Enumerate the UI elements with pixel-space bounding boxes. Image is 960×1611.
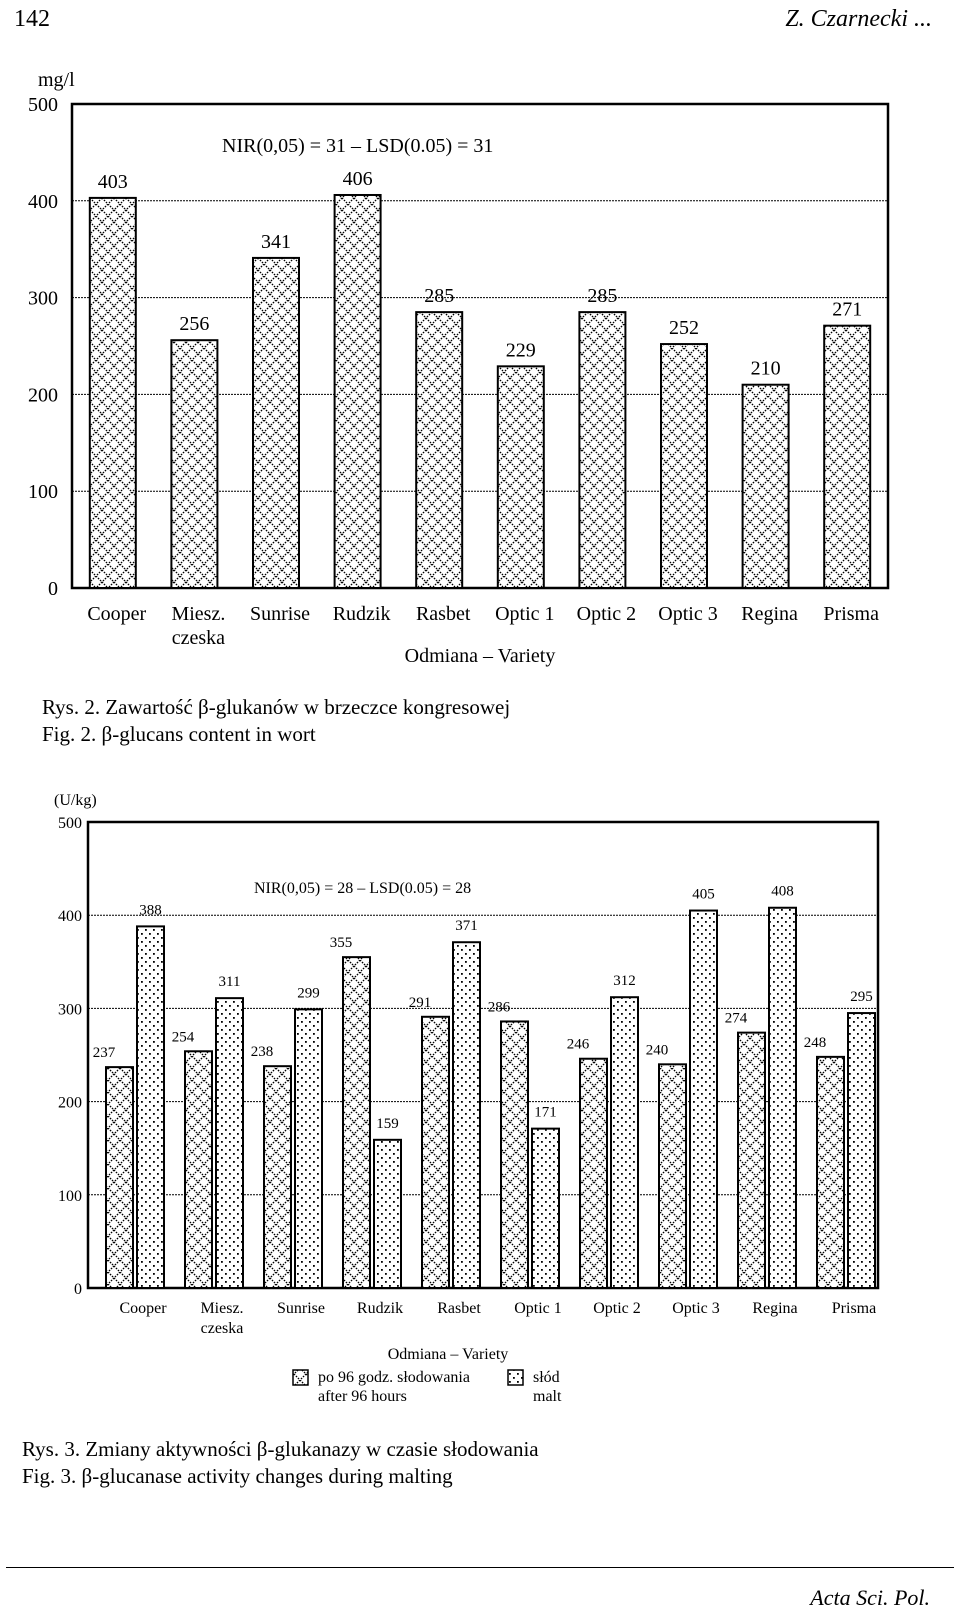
- x-tick-label: Optic 2: [576, 603, 637, 625]
- x-tick-label: Optic 3: [658, 603, 718, 625]
- y-tick-label: 100: [28, 481, 58, 504]
- data-label: 285: [424, 285, 455, 308]
- data-label: 171: [534, 1104, 557, 1121]
- footer-rule: [6, 1567, 954, 1568]
- legend-swatch-after-96-hours: [293, 1370, 308, 1385]
- x-tick-label: Rudzik: [332, 603, 391, 625]
- x-axis-label: Odmiana – Variety: [387, 1346, 509, 1363]
- x-tick-label: czeska: [200, 1320, 244, 1337]
- data-label: 355: [329, 935, 353, 952]
- x-tick-label: Rasbet: [437, 1300, 481, 1317]
- bar-cooper-s2: [137, 926, 164, 1288]
- data-label: 229: [505, 339, 536, 362]
- x-tick-label: Optic 1: [514, 1300, 562, 1317]
- x-tick-label: Cooper: [87, 603, 147, 625]
- bar-prisma-s1: [817, 1057, 844, 1288]
- x-tick-label: Miesz.: [200, 1300, 244, 1317]
- y-tick-label: 300: [58, 1001, 82, 1019]
- y-axis-unit: (U/kg): [54, 792, 97, 809]
- y-tick-label: 200: [58, 1094, 82, 1112]
- bar-optic-1-s2: [532, 1129, 559, 1288]
- bar-regina-s2: [769, 908, 796, 1288]
- x-tick-label: Sunrise: [250, 603, 310, 625]
- lsd-annotation: NIR(0,05) = 28 – LSD(0.05) = 28: [254, 880, 472, 897]
- data-label: 311: [218, 974, 241, 991]
- data-label: 285: [587, 285, 618, 308]
- y-tick-label: 0: [74, 1281, 82, 1298]
- data-label: 405: [692, 886, 715, 903]
- fig2-caption-pl: Rys. 2. Zawartość β-glukanów w brzeczce kongresowej: [42, 695, 511, 719]
- x-tick-label: Regina: [752, 1300, 798, 1317]
- y-tick-label: 200: [28, 384, 58, 407]
- legend-label: after 96 hours: [318, 1388, 407, 1405]
- x-tick-label: Optic 1: [495, 603, 555, 625]
- x-axis-label: Odmiana – Variety: [404, 645, 556, 667]
- bar-rudzik-s2: [374, 1140, 401, 1288]
- x-tick-label: czeska: [171, 627, 226, 649]
- y-tick-label: 400: [28, 190, 58, 213]
- data-label: 238: [250, 1044, 274, 1061]
- y-tick-label: 300: [28, 287, 58, 310]
- y-tick-label: 0: [48, 578, 58, 600]
- legend-label: po 96 godz. słodowania: [318, 1369, 470, 1386]
- legend-label: słód: [533, 1369, 560, 1386]
- y-tick-label: 500: [28, 94, 58, 116]
- legend-label: malt: [533, 1388, 562, 1405]
- x-tick-label: Rudzik: [356, 1300, 404, 1317]
- bar-optic-1-s1: [501, 1021, 528, 1288]
- y-axis-unit: mg/l: [38, 69, 75, 91]
- x-tick-label: Prisma: [823, 603, 879, 625]
- bar-sunrise-s1: [264, 1066, 291, 1288]
- data-label: 406: [342, 167, 373, 190]
- bar-rasbet-s2: [453, 942, 480, 1288]
- bar-rasbet-s1: [422, 1017, 449, 1288]
- data-label: 341: [261, 230, 291, 253]
- x-tick-label: Optic 3: [672, 1300, 720, 1317]
- bar-regina-s1: [738, 1033, 765, 1288]
- bar-optic-3-s2: [690, 911, 717, 1288]
- data-label: 403: [97, 170, 128, 193]
- data-label: 295: [850, 989, 873, 1006]
- data-label: 210: [750, 357, 781, 380]
- data-label: 388: [139, 902, 162, 919]
- bar-sunrise-s2: [295, 1009, 322, 1288]
- x-tick-label: Cooper: [119, 1300, 167, 1317]
- bar-optic-3-s1: [659, 1064, 686, 1288]
- data-label: 312: [613, 973, 636, 990]
- y-tick-label: 400: [58, 908, 82, 926]
- fig2-caption-en: Fig. 2. β-glucans content in wort: [42, 722, 316, 746]
- data-label: 252: [669, 317, 699, 340]
- y-tick-label: 500: [58, 815, 82, 832]
- x-tick-label: Miesz.: [171, 603, 226, 625]
- x-tick-label: Prisma: [831, 1300, 877, 1317]
- data-label: 371: [455, 918, 478, 935]
- data-label: 274: [724, 1010, 748, 1027]
- x-tick-label: Rasbet: [415, 603, 471, 625]
- x-tick-label: Optic 2: [593, 1300, 641, 1317]
- x-tick-label: Regina: [741, 603, 798, 625]
- running-header-author: Z. Czarnecki ...: [785, 6, 932, 32]
- page-number: 142: [14, 6, 50, 32]
- data-label: 248: [803, 1034, 827, 1051]
- bar-optic-2-s1: [580, 1059, 607, 1288]
- footer-journal: Acta Sci. Pol.: [810, 1585, 930, 1610]
- x-tick-label: Sunrise: [277, 1300, 325, 1317]
- bar-cooper-s1: [106, 1067, 133, 1288]
- bar-miesz-czeska-s1: [185, 1051, 212, 1288]
- data-label: 159: [376, 1115, 399, 1132]
- bar-optic-2-s2: [611, 997, 638, 1288]
- data-label: 286: [487, 999, 511, 1016]
- data-label: 299: [297, 985, 320, 1002]
- fig3-caption-en: Fig. 3. β-glucanase activity changes during malting: [22, 1464, 453, 1488]
- data-label: 408: [771, 883, 794, 900]
- data-label: 246: [566, 1036, 590, 1053]
- bar-prisma-s2: [848, 1013, 875, 1288]
- data-label: 254: [171, 1029, 195, 1046]
- lsd-annotation: NIR(0,05) = 31 – LSD(0.05) = 31: [222, 135, 494, 157]
- bar-rudzik-s1: [343, 957, 370, 1288]
- fig3-caption-pl: Rys. 3. Zmiany aktywności β-glukanazy w czasie słodowania: [22, 1437, 539, 1461]
- data-label: 240: [645, 1042, 669, 1059]
- bar-miesz-czeska-s2: [216, 998, 243, 1288]
- data-label: 291: [408, 994, 432, 1011]
- y-tick-label: 100: [58, 1187, 82, 1205]
- legend-swatch-malt: [508, 1370, 523, 1385]
- data-label: 256: [179, 313, 210, 336]
- data-label: 271: [832, 298, 863, 321]
- data-label: 237: [92, 1045, 116, 1062]
